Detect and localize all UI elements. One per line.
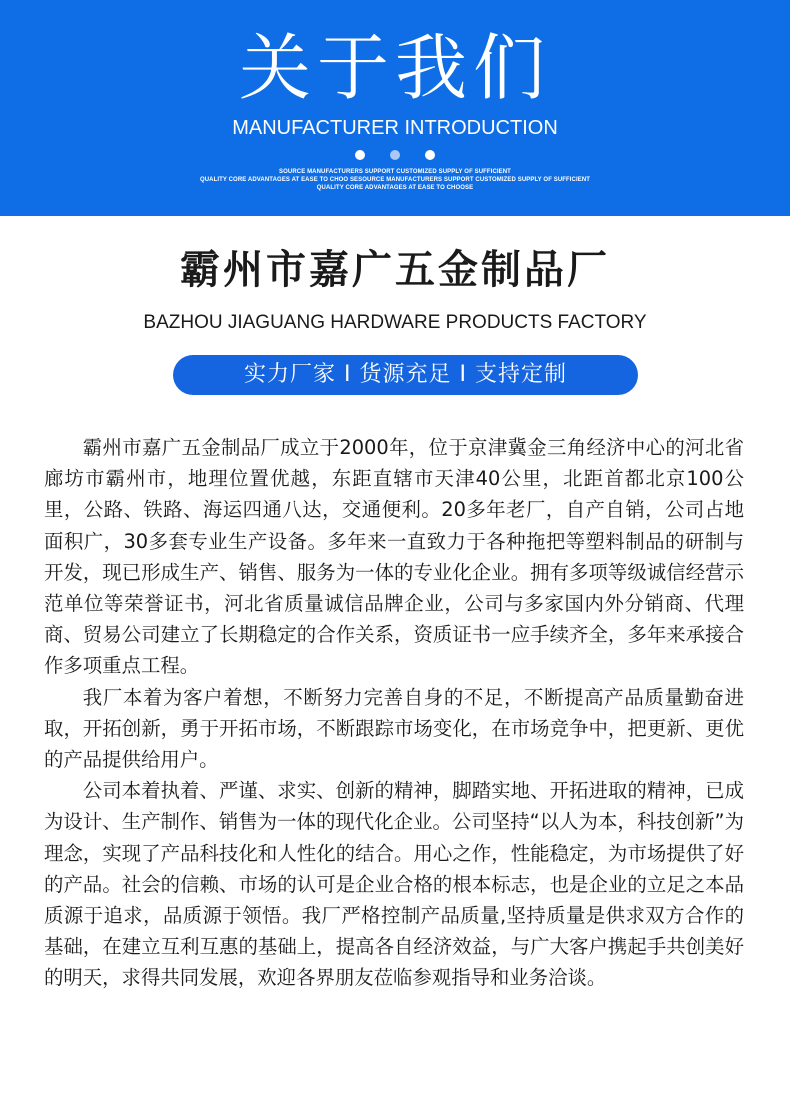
fine-print-line: QUALITY CORE ADVANTAGES AT EASE TO CHOOSE [316, 185, 474, 191]
fine-print-line: SOURCE MANUFACTURERS SUPPORT CUSTOMIZED SUPPLY OF SUFFICIENT [279, 169, 511, 175]
company-name-en: BAZHOU JIAGUANG HARDWARE PRODUCTS FACTORY [143, 312, 647, 333]
page-subtitle: MANUFACTURER INTRODUCTION [232, 117, 558, 139]
company-name: 霸州市嘉广五金制品厂 [180, 247, 610, 293]
tagline-badge: 实力厂家 I 货源充足 I 支持定制 [173, 355, 638, 395]
dot-icon-active [390, 150, 400, 160]
header-banner [0, 0, 790, 216]
fine-print-line: QUALITY CORE ADVANTAGES AT EASE TO CHOO SESOURCE MANUFACTURERS SUPPORT CUSTOMIZED SUPPLY OF SUFFICIENT [199, 177, 591, 183]
dot-indicator [0, 150, 790, 160]
dot-icon [355, 150, 365, 160]
page-title: 关于我们 [238, 26, 551, 110]
paragraph: 我厂本着为客户着想，不断努力完善自身的不足，不断提高产品质量勤奋进取，开拓创新，勇于开拓市场，不断跟踪市场变化，在市场竞争中，把更新、更优的产品提供给用户。 [44, 685, 744, 772]
paragraph: 公司本着执着、严谨、求实、创新的精神，脚踏实地、开拓进取的精神，已成为设计、生产制作、销售为一体的现代化企业。公司坚持“以人为本，科技创新”为理念，实现了产品科技化和人性化的结合。用心之作，性能稳定，为市场提供了好的产品。社会的信赖、市场的认可是企业合格的根本标志，也是企业的立足之本品质源于追求，品质源于领悟。我厂严格控制产品质量,坚持质量是供求双方合作的基础，在建立互利互惠的基础上，提高各自经济效益，与广大客户携起手共创美好的明天，求得共同发展，欢迎各界朋友莅临参观指导和业务洽谈。 [44, 779, 744, 990]
intro-text [44, 432, 744, 994]
dot-icon [425, 150, 435, 160]
paragraph: 霸州市嘉广五金制品厂成立于2000年，位于京津冀金三角经济中心的河北省廊坊市霸州市，地理位置优越，东距直辖市天津40公里，北距首都北京100公里，公路、铁路、海运四通八达，交通便利。20多年老厂，自产自销，公司占地面积广，30多套专业生产设备。多年来一直致力于各种拖把等塑料制品的研制与开发，现已形成生产、销售、服务为一体的专业化企业。拥有多项等级诚信经营示范单位等荣誉证书，河北省质量诚信品牌企业，公司与多家国内外分销商、代理商、贸易公司建立了长期稳定的合作关系，资质证书一应手续齐全，多年来承接合作多项重点工程。 [44, 436, 744, 678]
